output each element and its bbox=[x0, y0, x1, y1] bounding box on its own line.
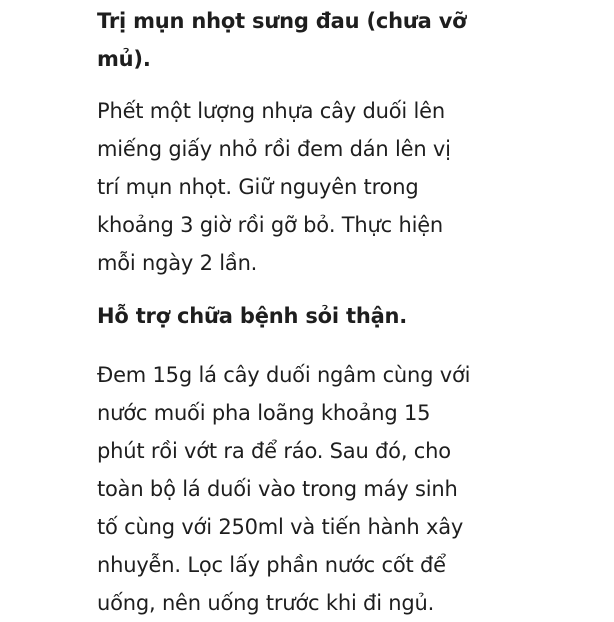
paragraph-line: uống, nên uống trước khi đi ngủ. bbox=[97, 591, 435, 615]
section-heading-boils bbox=[97, 2, 507, 78]
paragraph-line: tố cùng với 250ml và tiến hành xây bbox=[97, 515, 464, 539]
paragraph-line: khoảng 3 giờ rồi gỡ bỏ. Thực hiện bbox=[97, 213, 444, 237]
paragraph-line: miếng giấy nhỏ rồi đem dán lên vị bbox=[97, 137, 451, 161]
paragraph-line: mỗi ngày 2 lần. bbox=[97, 251, 258, 275]
paragraph-line: Phết một lượng nhựa cây duối lên bbox=[97, 99, 445, 123]
paragraph-line: nước muối pha loãng khoảng 15 bbox=[97, 401, 431, 425]
paragraph-line: Đem 15g lá cây duối ngâm cùng với bbox=[97, 363, 471, 387]
paragraph-line: phút rồi vớt ra để ráo. Sau đó, cho bbox=[97, 439, 451, 463]
heading-line: Trị mụn nhọt sưng đau (chưa vỡ bbox=[97, 9, 467, 33]
section-paragraph-boils bbox=[97, 92, 527, 282]
paragraph-line: nhuyễn. Lọc lấy phần nước cốt để bbox=[97, 553, 446, 577]
heading-line: Hỗ trợ chữa bệnh sỏi thận. bbox=[97, 304, 408, 328]
section-heading-kidney-stones bbox=[97, 297, 527, 335]
heading-line: mủ). bbox=[97, 47, 151, 71]
paragraph-line: trí mụn nhọt. Giữ nguyên trong bbox=[97, 175, 419, 199]
section-paragraph-kidney-stones bbox=[97, 356, 527, 622]
paragraph-line: toàn bộ lá duối vào trong máy sinh bbox=[97, 477, 458, 501]
